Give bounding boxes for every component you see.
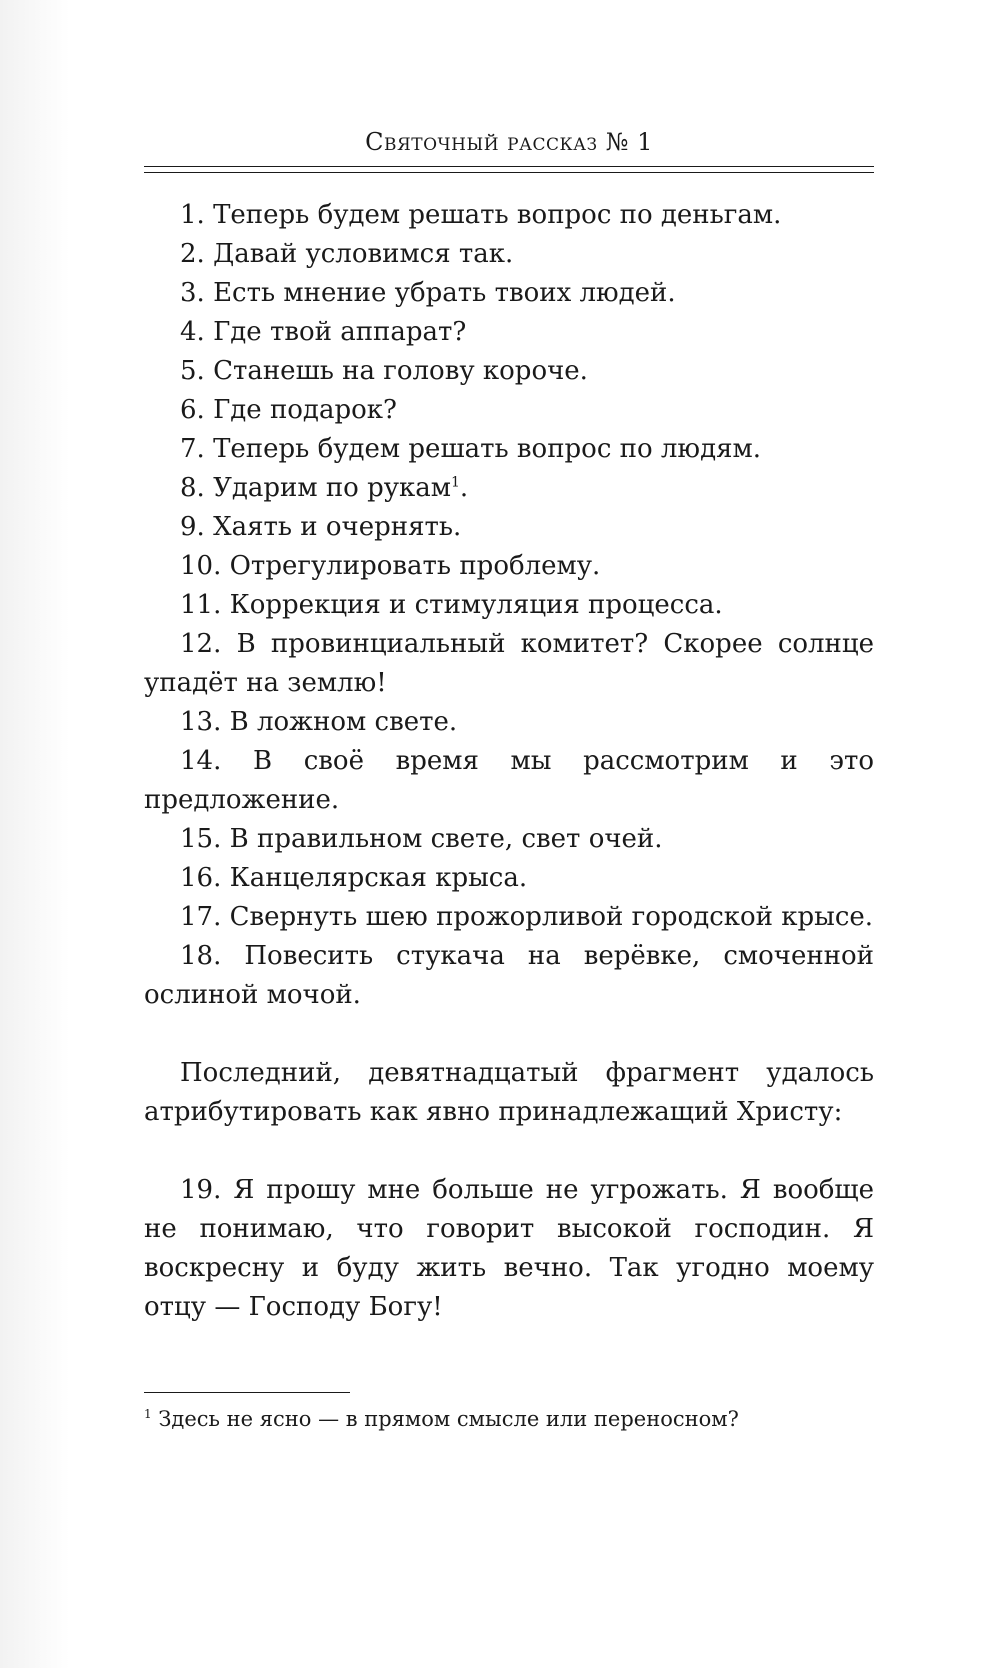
list-item: 13. В ложном свете. (180, 707, 458, 737)
list-item: 16. Канцелярская крыса. (180, 863, 528, 893)
intro-paragraph: Последний, девятнадцатый фрагмент удалось атрибутировать как явно принадлежащий Христу: (144, 1058, 874, 1127)
list-item: 11. Коррекция и стимуляция процесса. (180, 590, 723, 620)
paragraph-gap (144, 1132, 874, 1171)
list-item: 12. В провинциальный комитет? Скорее солнце упадёт на землю! (144, 629, 874, 698)
list-item: 6. Где подарок? (180, 395, 397, 425)
list-item-punctuation: . (459, 473, 469, 503)
header-double-rule (144, 166, 874, 173)
main-text (144, 196, 874, 1327)
footnote (144, 1404, 874, 1434)
list-item: 10. Отрегулировать проблему. (180, 551, 601, 581)
list-item-text: 8. Ударим по рукам (180, 473, 451, 503)
list-item: 14. В своё время мы рассмотрим и это предложение. (144, 746, 874, 815)
page-edge-shadow (0, 0, 70, 1668)
list-item: 18. Повесить стукача на верёвке, смоченной ослиной мочой. (144, 941, 874, 1010)
list-item: 9. Хаять и очернять. (180, 512, 462, 542)
footnote-rule (144, 1392, 350, 1393)
final-item: 19. Я прошу мне больше не угрожать. Я вообще не понимаю, что говорит высокой господин. Я воскресну и буду жить вечно. Так угодно моему отцу — Господу Богу! (144, 1175, 874, 1322)
list-item: 4. Где твой аппарат? (180, 317, 467, 347)
footnote-text: Здесь не ясно — в прямом смысле или переносном? (158, 1407, 739, 1431)
list-item: 15. В правильном свете, свет очей. (180, 824, 663, 854)
paragraph-gap (144, 1015, 874, 1054)
list-item: 17. Свернуть шею прожорливой городской крысе. (180, 902, 874, 932)
list-item: 2. Давай условимся так. (180, 239, 514, 269)
footnote-marker: 1 (144, 1407, 152, 1421)
list-item: 1. Теперь будем решать вопрос по деньгам. (180, 200, 782, 230)
list-item: 5. Станешь на голову короче. (180, 356, 588, 386)
running-title: Святочный рассказ № 1 (365, 128, 653, 156)
footnote-reference[interactable]: 1 (451, 474, 460, 491)
list-item: 7. Теперь будем решать вопрос по людям. (180, 434, 761, 464)
list-item: 3. Есть мнение убрать твоих людей. (180, 278, 676, 308)
list-item-with-footnote (144, 469, 874, 508)
